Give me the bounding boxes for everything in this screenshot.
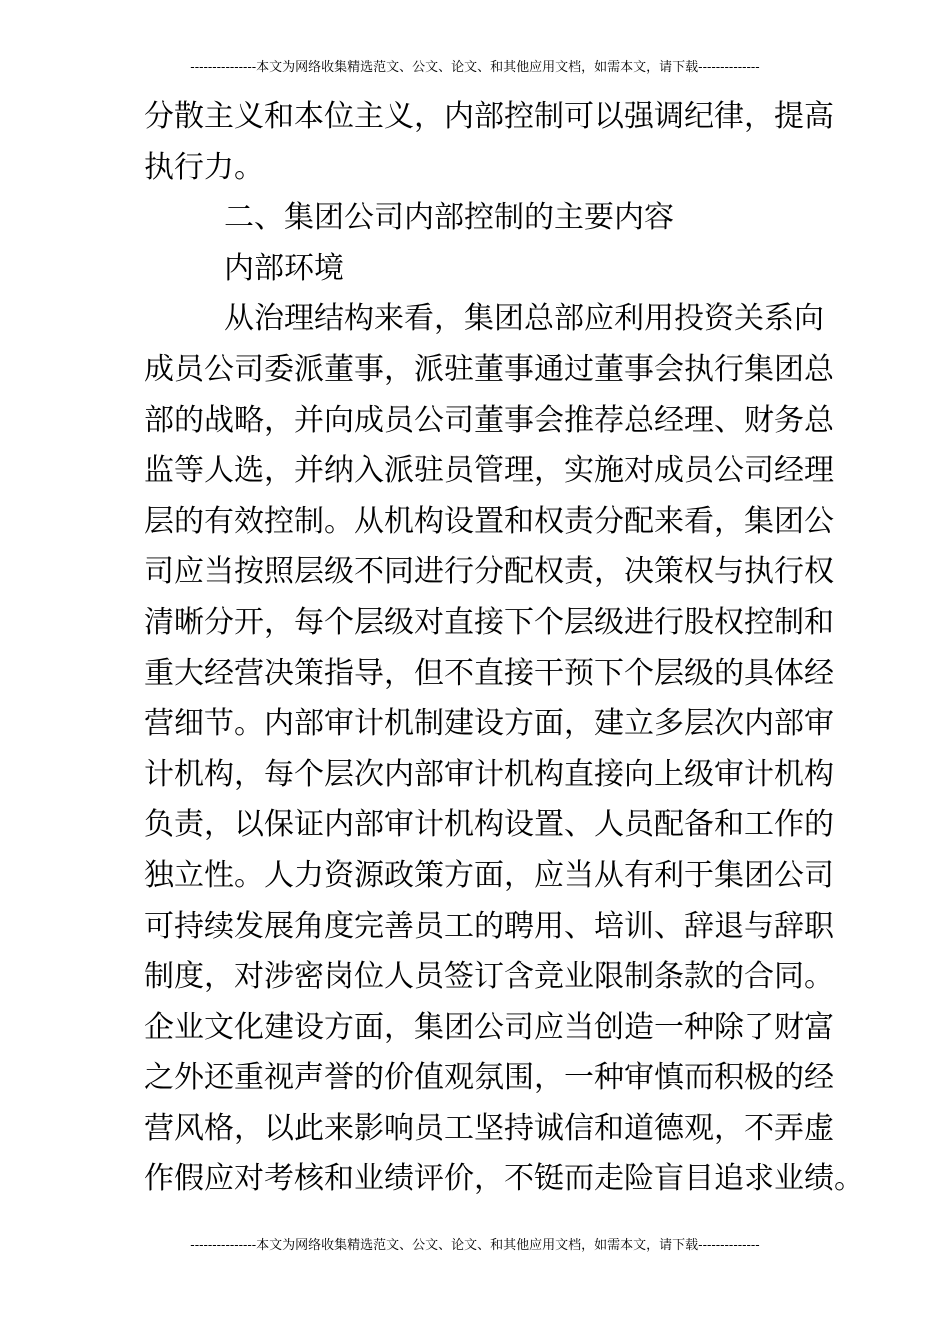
paragraph-line: 制度，对涉密岗位人员签订含竞业限制条款的合同。 [144,959,834,995]
paragraph-line: 清晰分开，每个层级对直接下个层级进行股权控制和 [144,604,834,640]
paragraph-line: 企业文化建设方面，集团公司应当创造一种除了财富 [144,1009,834,1045]
paragraph-line: 营细节。内部审计机制建设方面，建立多层次内部审 [144,706,834,742]
intro-line-1: 分散主义和本位主义，内部控制可以强调纪律，提高 [144,99,834,134]
intro-line-2: 执行力。 [144,149,264,185]
footer-banner: ---------------本文为网络收集精选范文、公文、论文、和其他应用文档，如需本文，请下载-------------- [190,1238,760,1253]
paragraph-line: 层的有效控制。从机构设置和权责分配来看，集团公 [144,503,834,539]
paragraph-line: 独立性。人力资源政策方面，应当从有利于集团公司 [144,857,834,893]
paragraph-line: 成员公司委派董事，派驻董事通过董事会执行集团总 [144,351,834,387]
paragraph-line: 司应当按照层级不同进行分配权责，决策权与执行权 [144,554,834,590]
paragraph-line: 部的战略，并向成员公司董事会推荐总经理、财务总 [144,402,834,438]
header-banner: ---------------本文为网络收集精选范文、公文、论文、和其他应用文档，如需本文，请下载-------------- [190,60,760,75]
paragraph-line: 监等人选，并纳入派驻员管理，实施对成员公司经理 [144,453,834,489]
paragraph-line: 可持续发展角度完善员工的聘用、培训、辞退与辞职 [144,908,834,944]
paragraph-line: 从治理结构来看，集团总部应利用投资关系向 [224,301,824,337]
paragraph-line: 负责，以保证内部审计机构设置、人员配备和工作的 [144,807,834,843]
subsection-heading: 内部环境 [224,250,344,286]
paragraph-line: 计机构，每个层次内部审计机构直接向上级审计机构 [144,756,834,792]
paragraph-line: 营风格，以此来影响员工坚持诚信和道德观，不弄虚 [144,1110,834,1146]
section-heading: 二、集团公司内部控制的主要内容 [224,200,674,236]
paragraph-line: 重大经营决策指导，但不直接干预下个层级的具体经 [144,655,834,691]
paragraph-line: 之外还重视声誉的价值观氛围，一种审慎而积极的经 [144,1060,834,1096]
paragraph-line: 作假应对考核和业绩评价，不铤而走险盲目追求业绩。 [144,1161,864,1197]
document-body [144,92,864,1205]
